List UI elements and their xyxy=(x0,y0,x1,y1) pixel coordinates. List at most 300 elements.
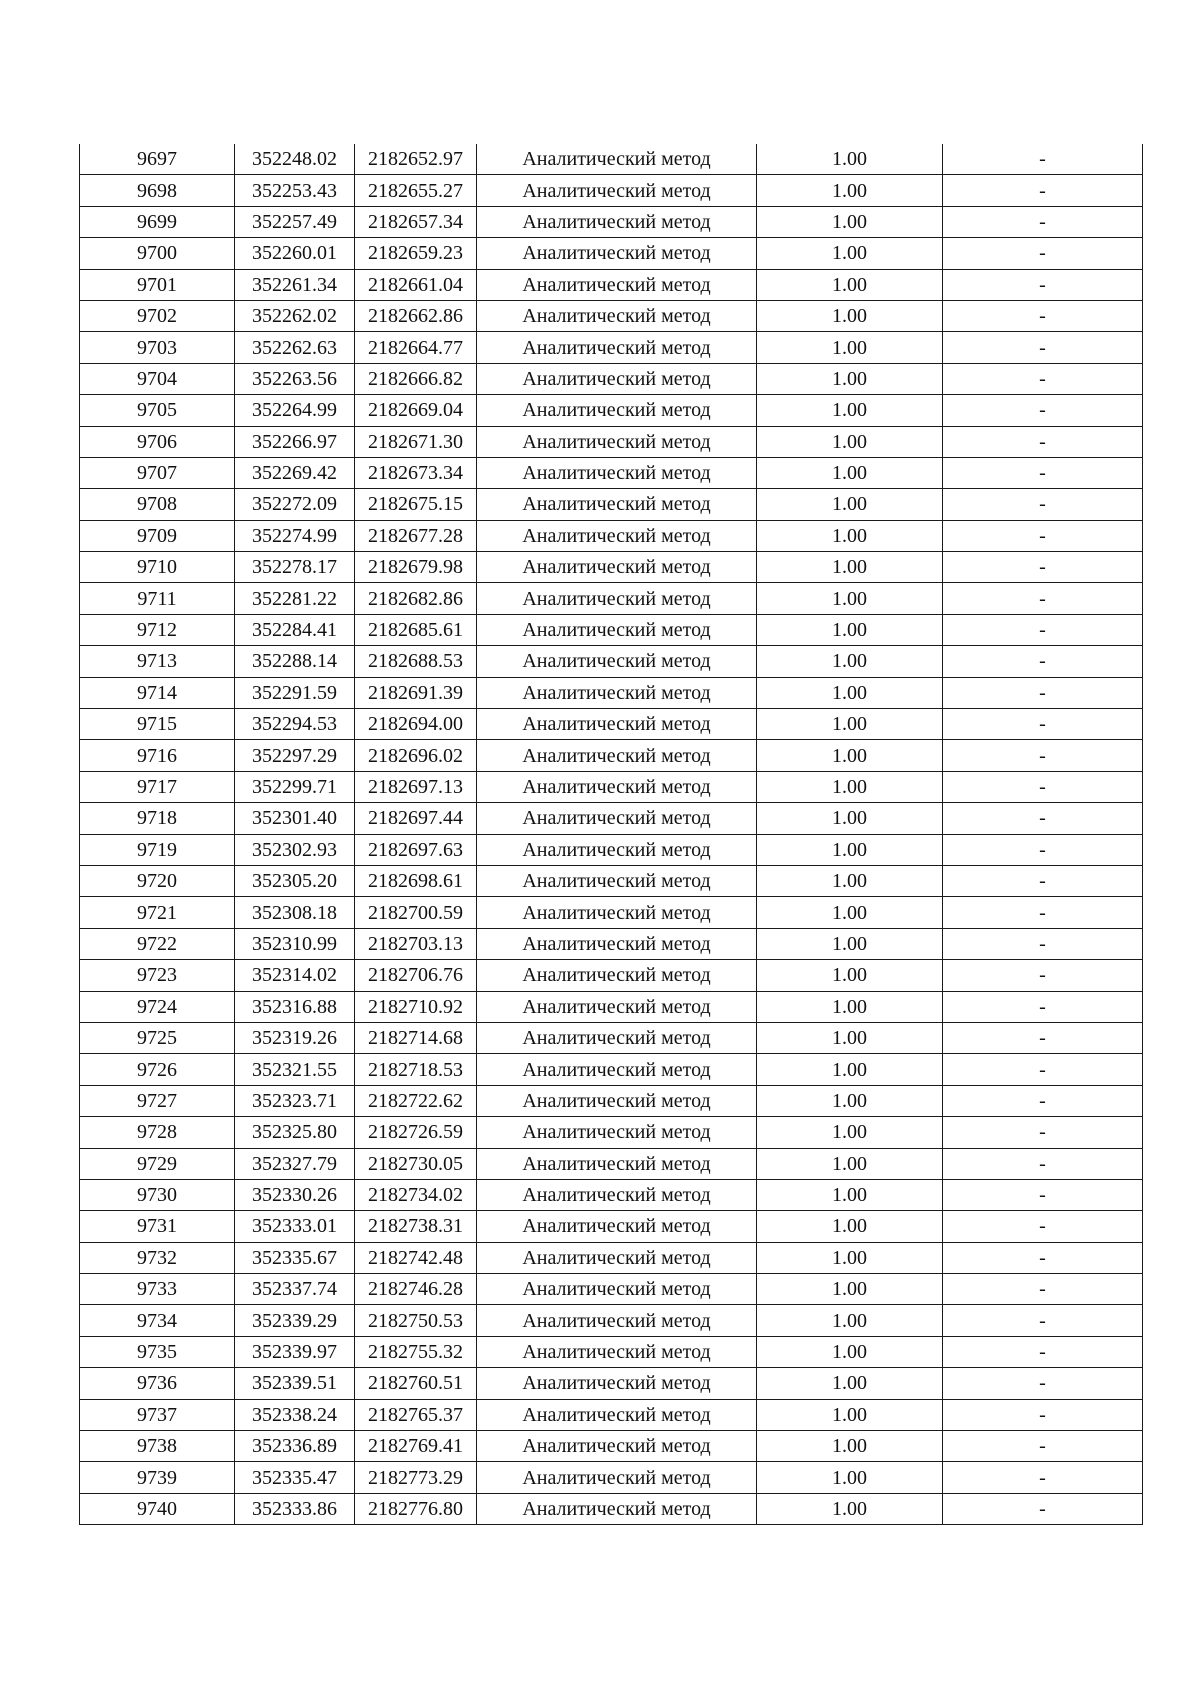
point-number-cell: 9740 xyxy=(80,1493,235,1524)
note-cell: - xyxy=(943,1493,1143,1524)
y-coordinate-cell: 2182664.77 xyxy=(355,332,477,363)
x-coordinate-cell: 352316.88 xyxy=(235,991,355,1022)
accuracy-cell: 1.00 xyxy=(757,897,943,928)
point-number-cell: 9736 xyxy=(80,1368,235,1399)
x-coordinate-cell: 352308.18 xyxy=(235,897,355,928)
x-coordinate-cell: 352339.29 xyxy=(235,1305,355,1336)
note-cell: - xyxy=(943,552,1143,583)
table-row xyxy=(80,897,1143,928)
x-coordinate-cell: 352288.14 xyxy=(235,646,355,677)
method-cell: Аналитический метод xyxy=(477,1274,757,1305)
note-cell: - xyxy=(943,1399,1143,1430)
accuracy-cell: 1.00 xyxy=(757,552,943,583)
table-row xyxy=(80,1242,1143,1273)
accuracy-cell: 1.00 xyxy=(757,300,943,331)
method-cell: Аналитический метод xyxy=(477,803,757,834)
x-coordinate-cell: 352264.99 xyxy=(235,395,355,426)
table-row xyxy=(80,583,1143,614)
table-row xyxy=(80,269,1143,300)
table-row xyxy=(80,552,1143,583)
table-row xyxy=(80,1462,1143,1493)
x-coordinate-cell: 352261.34 xyxy=(235,269,355,300)
note-cell: - xyxy=(943,175,1143,206)
y-coordinate-cell: 2182655.27 xyxy=(355,175,477,206)
point-number-cell: 9734 xyxy=(80,1305,235,1336)
method-cell: Аналитический метод xyxy=(477,646,757,677)
method-cell: Аналитический метод xyxy=(477,834,757,865)
point-number-cell: 9703 xyxy=(80,332,235,363)
accuracy-cell: 1.00 xyxy=(757,395,943,426)
method-cell: Аналитический метод xyxy=(477,897,757,928)
point-number-cell: 9723 xyxy=(80,960,235,991)
point-number-cell: 9727 xyxy=(80,1085,235,1116)
table-row xyxy=(80,1179,1143,1210)
table-row xyxy=(80,646,1143,677)
accuracy-cell: 1.00 xyxy=(757,489,943,520)
note-cell: - xyxy=(943,834,1143,865)
accuracy-cell: 1.00 xyxy=(757,457,943,488)
y-coordinate-cell: 2182659.23 xyxy=(355,238,477,269)
y-coordinate-cell: 2182662.86 xyxy=(355,300,477,331)
x-coordinate-cell: 352274.99 xyxy=(235,520,355,551)
note-cell: - xyxy=(943,960,1143,991)
x-coordinate-cell: 352299.71 xyxy=(235,771,355,802)
point-number-cell: 9704 xyxy=(80,363,235,394)
point-number-cell: 9715 xyxy=(80,709,235,740)
point-number-cell: 9735 xyxy=(80,1336,235,1367)
y-coordinate-cell: 2182671.30 xyxy=(355,426,477,457)
point-number-cell: 9706 xyxy=(80,426,235,457)
x-coordinate-cell: 352314.02 xyxy=(235,960,355,991)
y-coordinate-cell: 2182726.59 xyxy=(355,1117,477,1148)
accuracy-cell: 1.00 xyxy=(757,646,943,677)
method-cell: Аналитический метод xyxy=(477,1399,757,1430)
coordinates-table xyxy=(79,144,1143,1525)
y-coordinate-cell: 2182750.53 xyxy=(355,1305,477,1336)
note-cell: - xyxy=(943,740,1143,771)
point-number-cell: 9719 xyxy=(80,834,235,865)
x-coordinate-cell: 352257.49 xyxy=(235,206,355,237)
point-number-cell: 9711 xyxy=(80,583,235,614)
note-cell: - xyxy=(943,144,1143,175)
point-number-cell: 9709 xyxy=(80,520,235,551)
note-cell: - xyxy=(943,646,1143,677)
table-row xyxy=(80,1305,1143,1336)
table-row xyxy=(80,332,1143,363)
x-coordinate-cell: 352321.55 xyxy=(235,1054,355,1085)
table-row xyxy=(80,803,1143,834)
method-cell: Аналитический метод xyxy=(477,1054,757,1085)
accuracy-cell: 1.00 xyxy=(757,740,943,771)
x-coordinate-cell: 352310.99 xyxy=(235,928,355,959)
table-row xyxy=(80,960,1143,991)
x-coordinate-cell: 352278.17 xyxy=(235,552,355,583)
method-cell: Аналитический метод xyxy=(477,991,757,1022)
table-row xyxy=(80,1054,1143,1085)
point-number-cell: 9720 xyxy=(80,865,235,896)
table-row xyxy=(80,928,1143,959)
table-row xyxy=(80,865,1143,896)
point-number-cell: 9728 xyxy=(80,1117,235,1148)
method-cell: Аналитический метод xyxy=(477,740,757,771)
point-number-cell: 9737 xyxy=(80,1399,235,1430)
method-cell: Аналитический метод xyxy=(477,395,757,426)
table-row xyxy=(80,1148,1143,1179)
accuracy-cell: 1.00 xyxy=(757,1336,943,1367)
method-cell: Аналитический метод xyxy=(477,175,757,206)
accuracy-cell: 1.00 xyxy=(757,709,943,740)
table-row xyxy=(80,520,1143,551)
y-coordinate-cell: 2182730.05 xyxy=(355,1148,477,1179)
x-coordinate-cell: 352269.42 xyxy=(235,457,355,488)
accuracy-cell: 1.00 xyxy=(757,1462,943,1493)
accuracy-cell: 1.00 xyxy=(757,1085,943,1116)
accuracy-cell: 1.00 xyxy=(757,865,943,896)
y-coordinate-cell: 2182677.28 xyxy=(355,520,477,551)
point-number-cell: 9733 xyxy=(80,1274,235,1305)
y-coordinate-cell: 2182760.51 xyxy=(355,1368,477,1399)
method-cell: Аналитический метод xyxy=(477,709,757,740)
method-cell: Аналитический метод xyxy=(477,552,757,583)
y-coordinate-cell: 2182698.61 xyxy=(355,865,477,896)
x-coordinate-cell: 352335.47 xyxy=(235,1462,355,1493)
y-coordinate-cell: 2182697.13 xyxy=(355,771,477,802)
method-cell: Аналитический метод xyxy=(477,426,757,457)
y-coordinate-cell: 2182765.37 xyxy=(355,1399,477,1430)
accuracy-cell: 1.00 xyxy=(757,1431,943,1462)
x-coordinate-cell: 352248.02 xyxy=(235,144,355,175)
x-coordinate-cell: 352266.97 xyxy=(235,426,355,457)
note-cell: - xyxy=(943,677,1143,708)
note-cell: - xyxy=(943,897,1143,928)
method-cell: Аналитический метод xyxy=(477,1368,757,1399)
point-number-cell: 9697 xyxy=(80,144,235,175)
method-cell: Аналитический метод xyxy=(477,520,757,551)
note-cell: - xyxy=(943,1085,1143,1116)
method-cell: Аналитический метод xyxy=(477,300,757,331)
y-coordinate-cell: 2182661.04 xyxy=(355,269,477,300)
x-coordinate-cell: 352330.26 xyxy=(235,1179,355,1210)
note-cell: - xyxy=(943,1179,1143,1210)
y-coordinate-cell: 2182714.68 xyxy=(355,1022,477,1053)
x-coordinate-cell: 352325.80 xyxy=(235,1117,355,1148)
table-row xyxy=(80,709,1143,740)
method-cell: Аналитический метод xyxy=(477,677,757,708)
point-number-cell: 9722 xyxy=(80,928,235,959)
accuracy-cell: 1.00 xyxy=(757,206,943,237)
x-coordinate-cell: 352337.74 xyxy=(235,1274,355,1305)
note-cell: - xyxy=(943,1368,1143,1399)
method-cell: Аналитический метод xyxy=(477,1148,757,1179)
note-cell: - xyxy=(943,1022,1143,1053)
y-coordinate-cell: 2182691.39 xyxy=(355,677,477,708)
y-coordinate-cell: 2182682.86 xyxy=(355,583,477,614)
method-cell: Аналитический метод xyxy=(477,1242,757,1273)
y-coordinate-cell: 2182706.76 xyxy=(355,960,477,991)
method-cell: Аналитический метод xyxy=(477,1305,757,1336)
note-cell: - xyxy=(943,520,1143,551)
y-coordinate-cell: 2182694.00 xyxy=(355,709,477,740)
table-row xyxy=(80,300,1143,331)
point-number-cell: 9714 xyxy=(80,677,235,708)
point-number-cell: 9705 xyxy=(80,395,235,426)
note-cell: - xyxy=(943,583,1143,614)
x-coordinate-cell: 352263.56 xyxy=(235,363,355,394)
accuracy-cell: 1.00 xyxy=(757,332,943,363)
accuracy-cell: 1.00 xyxy=(757,991,943,1022)
method-cell: Аналитический метод xyxy=(477,457,757,488)
accuracy-cell: 1.00 xyxy=(757,834,943,865)
note-cell: - xyxy=(943,332,1143,363)
point-number-cell: 9701 xyxy=(80,269,235,300)
table-row xyxy=(80,614,1143,645)
x-coordinate-cell: 352302.93 xyxy=(235,834,355,865)
table-row xyxy=(80,489,1143,520)
method-cell: Аналитический метод xyxy=(477,1431,757,1462)
point-number-cell: 9725 xyxy=(80,1022,235,1053)
table-row xyxy=(80,771,1143,802)
note-cell: - xyxy=(943,395,1143,426)
y-coordinate-cell: 2182722.62 xyxy=(355,1085,477,1116)
x-coordinate-cell: 352305.20 xyxy=(235,865,355,896)
point-number-cell: 9708 xyxy=(80,489,235,520)
point-number-cell: 9721 xyxy=(80,897,235,928)
note-cell: - xyxy=(943,1242,1143,1273)
x-coordinate-cell: 352339.97 xyxy=(235,1336,355,1367)
x-coordinate-cell: 352327.79 xyxy=(235,1148,355,1179)
point-number-cell: 9713 xyxy=(80,646,235,677)
method-cell: Аналитический метод xyxy=(477,771,757,802)
x-coordinate-cell: 352284.41 xyxy=(235,614,355,645)
point-number-cell: 9700 xyxy=(80,238,235,269)
y-coordinate-cell: 2182657.34 xyxy=(355,206,477,237)
method-cell: Аналитический метод xyxy=(477,269,757,300)
x-coordinate-cell: 352323.71 xyxy=(235,1085,355,1116)
table-row xyxy=(80,991,1143,1022)
accuracy-cell: 1.00 xyxy=(757,1179,943,1210)
y-coordinate-cell: 2182685.61 xyxy=(355,614,477,645)
method-cell: Аналитический метод xyxy=(477,928,757,959)
method-cell: Аналитический метод xyxy=(477,206,757,237)
x-coordinate-cell: 352262.02 xyxy=(235,300,355,331)
table-row xyxy=(80,1493,1143,1524)
accuracy-cell: 1.00 xyxy=(757,520,943,551)
y-coordinate-cell: 2182697.44 xyxy=(355,803,477,834)
point-number-cell: 9726 xyxy=(80,1054,235,1085)
y-coordinate-cell: 2182666.82 xyxy=(355,363,477,394)
note-cell: - xyxy=(943,300,1143,331)
method-cell: Аналитический метод xyxy=(477,238,757,269)
table-row xyxy=(80,363,1143,394)
table-row xyxy=(80,834,1143,865)
method-cell: Аналитический метод xyxy=(477,144,757,175)
y-coordinate-cell: 2182746.28 xyxy=(355,1274,477,1305)
table-row xyxy=(80,457,1143,488)
accuracy-cell: 1.00 xyxy=(757,175,943,206)
note-cell: - xyxy=(943,803,1143,834)
method-cell: Аналитический метод xyxy=(477,332,757,363)
x-coordinate-cell: 352301.40 xyxy=(235,803,355,834)
y-coordinate-cell: 2182734.02 xyxy=(355,1179,477,1210)
x-coordinate-cell: 352297.29 xyxy=(235,740,355,771)
y-coordinate-cell: 2182675.15 xyxy=(355,489,477,520)
y-coordinate-cell: 2182673.34 xyxy=(355,457,477,488)
point-number-cell: 9712 xyxy=(80,614,235,645)
x-coordinate-cell: 352333.86 xyxy=(235,1493,355,1524)
accuracy-cell: 1.00 xyxy=(757,677,943,708)
note-cell: - xyxy=(943,457,1143,488)
accuracy-cell: 1.00 xyxy=(757,1022,943,1053)
table-row xyxy=(80,1431,1143,1462)
table-row xyxy=(80,1399,1143,1430)
point-number-cell: 9729 xyxy=(80,1148,235,1179)
point-number-cell: 9699 xyxy=(80,206,235,237)
accuracy-cell: 1.00 xyxy=(757,1274,943,1305)
table-row xyxy=(80,1117,1143,1148)
table-row xyxy=(80,740,1143,771)
point-number-cell: 9717 xyxy=(80,771,235,802)
note-cell: - xyxy=(943,489,1143,520)
note-cell: - xyxy=(943,1148,1143,1179)
y-coordinate-cell: 2182688.53 xyxy=(355,646,477,677)
x-coordinate-cell: 352291.59 xyxy=(235,677,355,708)
accuracy-cell: 1.00 xyxy=(757,771,943,802)
table-row xyxy=(80,1085,1143,1116)
method-cell: Аналитический метод xyxy=(477,1179,757,1210)
note-cell: - xyxy=(943,928,1143,959)
coordinates-table-body xyxy=(80,144,1143,1525)
method-cell: Аналитический метод xyxy=(477,865,757,896)
table-row xyxy=(80,1368,1143,1399)
note-cell: - xyxy=(943,771,1143,802)
note-cell: - xyxy=(943,1211,1143,1242)
point-number-cell: 9730 xyxy=(80,1179,235,1210)
method-cell: Аналитический метод xyxy=(477,1211,757,1242)
accuracy-cell: 1.00 xyxy=(757,1493,943,1524)
x-coordinate-cell: 352281.22 xyxy=(235,583,355,614)
table-row xyxy=(80,1211,1143,1242)
note-cell: - xyxy=(943,206,1143,237)
note-cell: - xyxy=(943,363,1143,394)
accuracy-cell: 1.00 xyxy=(757,363,943,394)
method-cell: Аналитический метод xyxy=(477,1462,757,1493)
method-cell: Аналитический метод xyxy=(477,583,757,614)
table-row xyxy=(80,395,1143,426)
method-cell: Аналитический метод xyxy=(477,614,757,645)
method-cell: Аналитический метод xyxy=(477,1085,757,1116)
point-number-cell: 9716 xyxy=(80,740,235,771)
y-coordinate-cell: 2182696.02 xyxy=(355,740,477,771)
y-coordinate-cell: 2182669.04 xyxy=(355,395,477,426)
note-cell: - xyxy=(943,1054,1143,1085)
note-cell: - xyxy=(943,1431,1143,1462)
y-coordinate-cell: 2182755.32 xyxy=(355,1336,477,1367)
table-row xyxy=(80,1274,1143,1305)
method-cell: Аналитический метод xyxy=(477,363,757,394)
accuracy-cell: 1.00 xyxy=(757,1368,943,1399)
note-cell: - xyxy=(943,1462,1143,1493)
x-coordinate-cell: 352335.67 xyxy=(235,1242,355,1273)
x-coordinate-cell: 352339.51 xyxy=(235,1368,355,1399)
point-number-cell: 9738 xyxy=(80,1431,235,1462)
accuracy-cell: 1.00 xyxy=(757,803,943,834)
x-coordinate-cell: 352319.26 xyxy=(235,1022,355,1053)
note-cell: - xyxy=(943,426,1143,457)
note-cell: - xyxy=(943,614,1143,645)
note-cell: - xyxy=(943,1274,1143,1305)
table-row xyxy=(80,238,1143,269)
point-number-cell: 9707 xyxy=(80,457,235,488)
y-coordinate-cell: 2182710.92 xyxy=(355,991,477,1022)
accuracy-cell: 1.00 xyxy=(757,1148,943,1179)
note-cell: - xyxy=(943,1336,1143,1367)
method-cell: Аналитический метод xyxy=(477,1493,757,1524)
note-cell: - xyxy=(943,1117,1143,1148)
accuracy-cell: 1.00 xyxy=(757,269,943,300)
x-coordinate-cell: 352294.53 xyxy=(235,709,355,740)
y-coordinate-cell: 2182742.48 xyxy=(355,1242,477,1273)
accuracy-cell: 1.00 xyxy=(757,1242,943,1273)
accuracy-cell: 1.00 xyxy=(757,426,943,457)
accuracy-cell: 1.00 xyxy=(757,1399,943,1430)
method-cell: Аналитический метод xyxy=(477,1117,757,1148)
x-coordinate-cell: 352262.63 xyxy=(235,332,355,363)
accuracy-cell: 1.00 xyxy=(757,1117,943,1148)
table-row xyxy=(80,144,1143,175)
y-coordinate-cell: 2182718.53 xyxy=(355,1054,477,1085)
point-number-cell: 9731 xyxy=(80,1211,235,1242)
note-cell: - xyxy=(943,709,1143,740)
method-cell: Аналитический метод xyxy=(477,1022,757,1053)
table-row xyxy=(80,426,1143,457)
y-coordinate-cell: 2182769.41 xyxy=(355,1431,477,1462)
y-coordinate-cell: 2182652.97 xyxy=(355,144,477,175)
accuracy-cell: 1.00 xyxy=(757,238,943,269)
x-coordinate-cell: 352260.01 xyxy=(235,238,355,269)
point-number-cell: 9698 xyxy=(80,175,235,206)
method-cell: Аналитический метод xyxy=(477,489,757,520)
note-cell: - xyxy=(943,238,1143,269)
method-cell: Аналитический метод xyxy=(477,1336,757,1367)
x-coordinate-cell: 352336.89 xyxy=(235,1431,355,1462)
accuracy-cell: 1.00 xyxy=(757,960,943,991)
x-coordinate-cell: 352253.43 xyxy=(235,175,355,206)
table-row xyxy=(80,1022,1143,1053)
x-coordinate-cell: 352272.09 xyxy=(235,489,355,520)
x-coordinate-cell: 352338.24 xyxy=(235,1399,355,1430)
note-cell: - xyxy=(943,991,1143,1022)
table-row xyxy=(80,1336,1143,1367)
y-coordinate-cell: 2182700.59 xyxy=(355,897,477,928)
method-cell: Аналитический метод xyxy=(477,960,757,991)
table-row xyxy=(80,206,1143,237)
accuracy-cell: 1.00 xyxy=(757,614,943,645)
accuracy-cell: 1.00 xyxy=(757,928,943,959)
table-row xyxy=(80,677,1143,708)
x-coordinate-cell: 352333.01 xyxy=(235,1211,355,1242)
accuracy-cell: 1.00 xyxy=(757,583,943,614)
point-number-cell: 9739 xyxy=(80,1462,235,1493)
accuracy-cell: 1.00 xyxy=(757,1305,943,1336)
y-coordinate-cell: 2182679.98 xyxy=(355,552,477,583)
accuracy-cell: 1.00 xyxy=(757,144,943,175)
point-number-cell: 9718 xyxy=(80,803,235,834)
accuracy-cell: 1.00 xyxy=(757,1211,943,1242)
point-number-cell: 9710 xyxy=(80,552,235,583)
point-number-cell: 9724 xyxy=(80,991,235,1022)
y-coordinate-cell: 2182776.80 xyxy=(355,1493,477,1524)
note-cell: - xyxy=(943,865,1143,896)
